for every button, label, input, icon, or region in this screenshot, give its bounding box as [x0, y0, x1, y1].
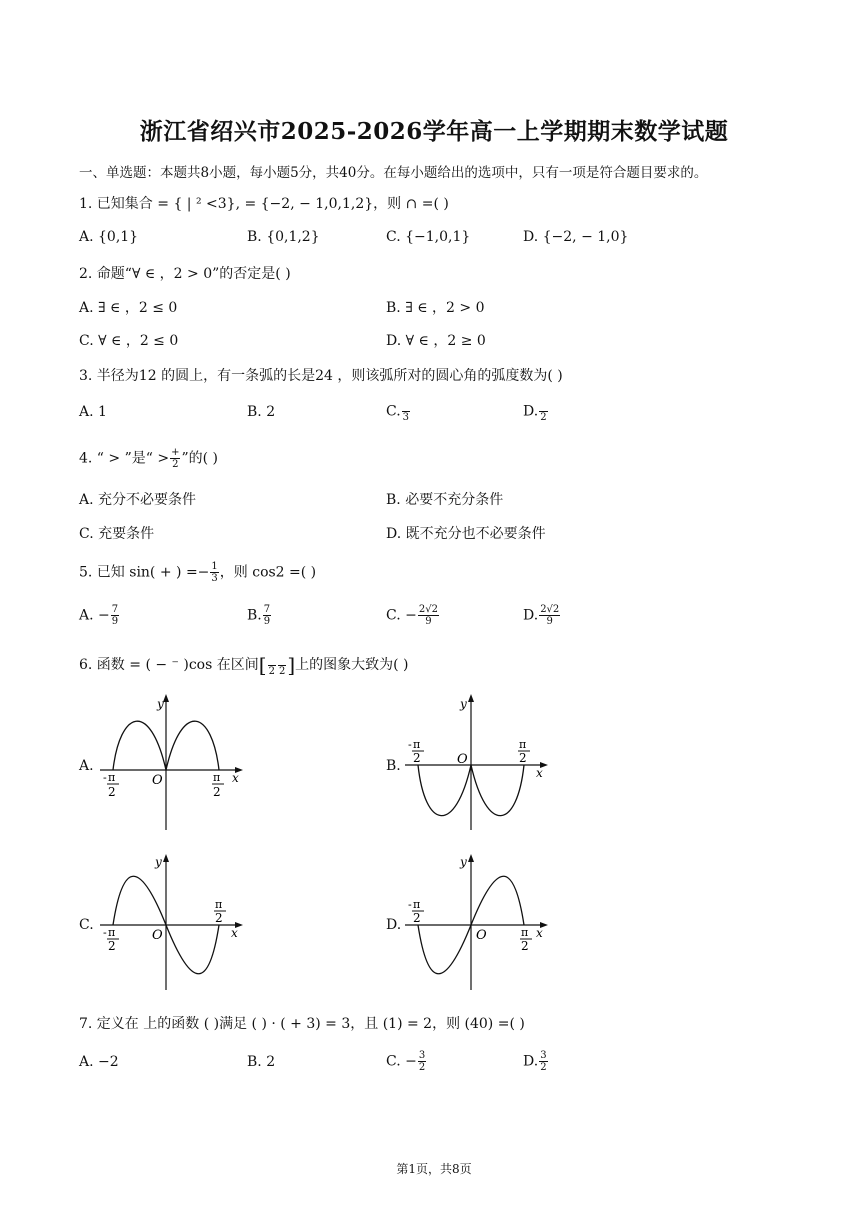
svg-text:π: π — [215, 898, 223, 911]
q6-option-d-label[interactable]: D. — [386, 917, 402, 933]
svg-text:-: - — [408, 898, 412, 911]
svg-text:x: x — [232, 771, 239, 785]
q1-option-b[interactable]: B. {0,1,2} — [247, 229, 320, 245]
q6-option-b-label[interactable]: B. — [386, 758, 401, 774]
q5-option-b[interactable]: B. $\frac{7}{9}$ — [247, 604, 271, 627]
q5-stem: 5. 已知 sin( + ) =− $\frac{1}{3}$ ，则 cos2 =( ) — [79, 561, 317, 584]
svg-text:O: O — [152, 773, 163, 788]
q7-option-b[interactable]: B. 2 — [247, 1054, 276, 1070]
q3-option-a[interactable]: A. 1 — [79, 404, 107, 420]
q3-option-b[interactable]: B. 2 — [247, 404, 276, 420]
q2-option-a[interactable]: A. ∃ ∈ ，2 ≤ 0 — [79, 300, 178, 316]
svg-text:x: x — [536, 926, 543, 940]
svg-text:π: π — [521, 926, 529, 939]
q7-option-d[interactable]: D. $\frac{3}{2}$ — [523, 1050, 547, 1073]
q3-stem: 3. 半径为12 的圆上，有一条弧的长是24 ，则该弧所对的圆心角的弧度数为( ) — [79, 368, 563, 384]
q4-option-b[interactable]: B. 必要不充分条件 — [386, 492, 504, 508]
svg-text:O: O — [476, 928, 487, 943]
page-footer: 第1页，共8页 — [396, 1162, 472, 1176]
svg-text:π: π — [108, 771, 116, 784]
svg-text:-: - — [103, 926, 107, 939]
svg-text:2: 2 — [213, 785, 221, 799]
svg-text:π: π — [213, 771, 221, 784]
svg-text:O: O — [152, 928, 163, 943]
svg-text:π: π — [108, 926, 116, 939]
q1-stem: 1. 已知集合 = { | ² <3}, = {−2, − 1,0,1,2}，则 ∩ =( ) — [79, 196, 449, 212]
q6-graph-b[interactable] — [400, 690, 560, 835]
q2-stem: 2. 命题“∀ ∈ ，2 > 0”的否定是( ) — [79, 266, 291, 282]
svg-text:x: x — [231, 926, 238, 940]
svg-text:2: 2 — [108, 939, 116, 953]
q4-option-c[interactable]: C. 充要条件 — [79, 526, 155, 542]
q4-option-a[interactable]: A. 充分不必要条件 — [79, 492, 197, 508]
svg-text:2: 2 — [413, 911, 421, 925]
q6-graph-d[interactable] — [400, 850, 560, 995]
svg-text:-: - — [408, 738, 412, 751]
svg-text:2: 2 — [108, 785, 116, 799]
q1-option-d[interactable]: D. {−2, − 1,0} — [523, 229, 629, 245]
q5-option-c[interactable]: C. − $\frac{2√2}{9}$ — [386, 604, 438, 627]
q2-option-d[interactable]: D. ∀ ∈ ，2 ≥ 0 — [386, 333, 486, 349]
q3-option-c[interactable]: C. 3 — [386, 400, 411, 423]
q4-option-d[interactable]: D. 既不充分也不必要条件 — [386, 526, 546, 542]
q6-stem: 6. 函数 = ( − ⁻ )cos 在区间[ 2 2 ]上的图象大致为( ) — [79, 653, 409, 677]
q6-graph-a[interactable] — [95, 690, 255, 835]
svg-text:2: 2 — [215, 911, 223, 925]
svg-text:π: π — [519, 738, 527, 751]
svg-text:2: 2 — [413, 751, 421, 765]
svg-text:2: 2 — [521, 939, 529, 953]
svg-text:y: y — [460, 855, 467, 869]
q3-option-d[interactable]: D. 2 — [523, 400, 549, 423]
svg-text:x: x — [536, 766, 543, 780]
q5-option-a[interactable]: A. − $\frac{7}{9}$ — [79, 604, 119, 627]
svg-text:-: - — [103, 771, 107, 784]
svg-text:y: y — [155, 855, 162, 869]
q7-option-c[interactable]: C. − $\frac{3}{2}$ — [386, 1050, 426, 1073]
svg-text:π: π — [413, 898, 421, 911]
svg-text:y: y — [157, 697, 164, 711]
q5-option-d[interactable]: D. $\frac{2√2}{9}$ — [523, 604, 560, 627]
q6-graph-c[interactable] — [95, 850, 255, 995]
q6-option-a-label[interactable]: A. — [79, 758, 94, 774]
section-heading: 一、单选题：本题共8小题，每小题5分，共40分。在每小题给出的选项中，只有一项是符合题目要求的。 — [79, 165, 708, 181]
q1-option-a[interactable]: A. {0,1} — [79, 229, 139, 245]
q6-option-c-label[interactable]: C. — [79, 917, 94, 933]
page-title: 浙江省绍兴市2025-2026学年高一上学期期末数学试题 — [139, 118, 729, 145]
q2-option-c[interactable]: C. ∀ ∈ ，2 ≤ 0 — [79, 333, 179, 349]
svg-text:2: 2 — [519, 751, 527, 765]
svg-text:π: π — [413, 738, 421, 751]
q7-option-a[interactable]: A. −2 — [79, 1054, 119, 1070]
q7-stem: 7. 定义在 上的函数 ( )满足 ( ) · ( + 3) = 3，且 (1) = 2，则 (40) =( ) — [79, 1016, 525, 1032]
q1-option-c[interactable]: C. {−1,0,1} — [386, 229, 471, 245]
svg-text:y: y — [460, 697, 467, 711]
q4-stem: 4. “ > ”是“ > $\frac{+}{2}$ ”的( ) — [79, 447, 219, 470]
q2-option-b[interactable]: B. ∃ ∈ ，2 > 0 — [386, 300, 485, 316]
svg-text:O: O — [457, 752, 468, 767]
